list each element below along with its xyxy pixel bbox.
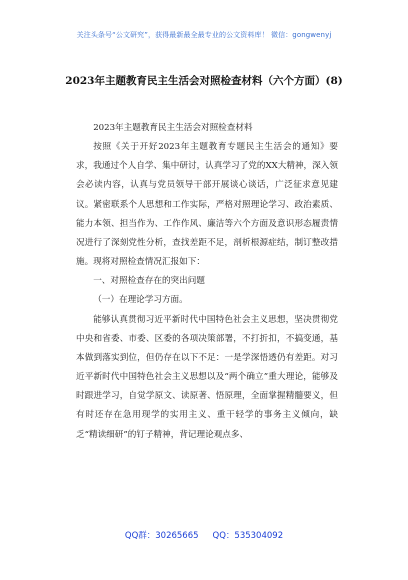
subsection-heading: （一）在理论学习方面。 — [93, 295, 188, 306]
document-subtitle: 2023年主题教育民主生活会对照检查材料 — [93, 123, 253, 133]
qq-group: QQ群：30265665 — [124, 531, 199, 541]
section-heading: 一、对照检查存在的突出问题 — [93, 276, 205, 287]
qq-number: QQ：535304092 — [212, 531, 284, 541]
promo-notice: 关注头条号“公文研究”，获得最新最全最专业的公文资料库！ 微信：gongwenyj — [76, 31, 332, 39]
document-title: 2023年主题教育民主生活会对照检查材料（六个方面）(8) — [65, 75, 343, 87]
contact-footer — [0, 529, 408, 541]
document-body — [76, 119, 338, 445]
paragraph-intro: 按照《关于开好2023年主题教育专题民主生活会的通知》要求，我通过个人自学、集中研讨，认真学习了党的XX大精神，深入领会必读内容，认真与党员领导干部开展谈心谈话，广泛征求意见建议。紧密联系个人思想和工作实际，严格对照理论学习、政治素质、能力本领、担当作为、工作作风、廉洁等六个方面及意识形态履责情况进行了深刻党性分析，查找差距不足，剖析根源症结，制订整改措施。现将对照检查情况汇报如下： — [76, 142, 338, 268]
paragraph-theory-study: 能够认真贯彻习近平新时代中国特色社会主义思想，坚决贯彻党中央和省委、市委、区委的各项决策部署，不打折扣，不搞变通，基本做到落实到位，但仍存在以下不足：一是学深悟透仍有差距。对习近平新时代中国特色社会主义思想以及“两个确立”重大理论，能够及时跟进学习，自觉学原文、读原著、悟原理，全面掌握精髓要义，但有时还存在急用现学的实用主义、重干轻学的事务主义倾向，缺乏“精读细研”的钉子精神，背记理论观点多、 — [76, 314, 338, 440]
